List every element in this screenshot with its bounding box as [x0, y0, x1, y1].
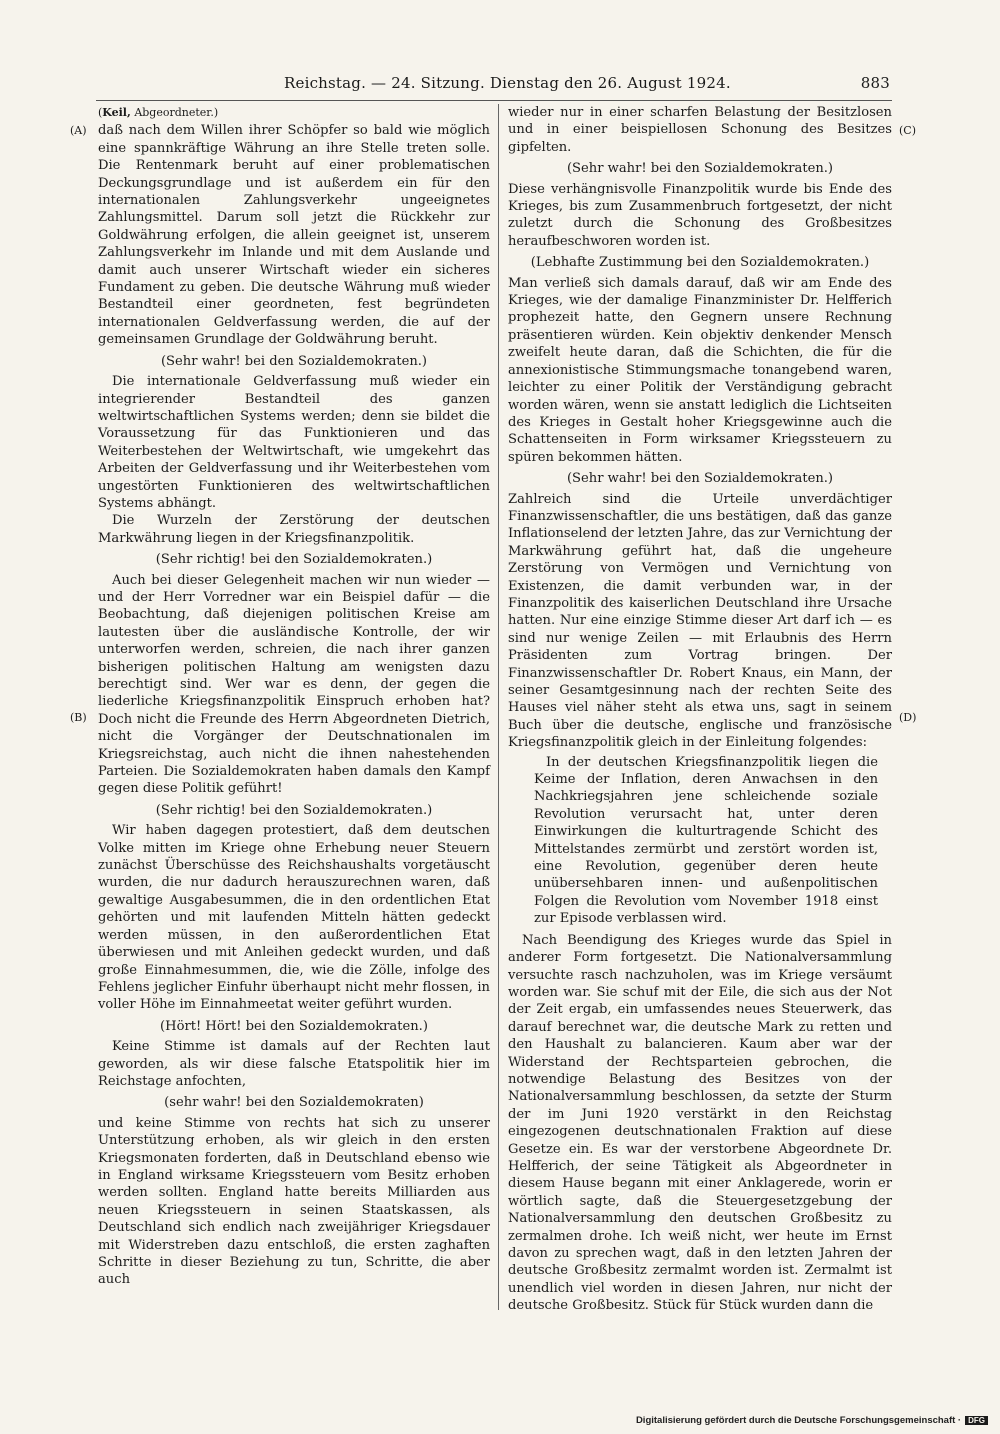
paragraph: Man verließ sich damals darauf, daß wir am Ende des Krieges, wie der damalige Finanzminister Dr. Helfferich prophezeit hatte, den Gegnern unsere Rechnung präsentieren würden. Kein objektiv denkender Mensch zweifelt heute daran, daß die Schichten, die für die annexionistische Stimmungsmache tonangebend waren, leichter zu einer Politik der Verständigung gebracht worden wären, wenn sie anstatt lediglich die Lichtseiten des Krieges in Gestalt hoher Kriegsgewinne auch die Schattenseiten in Form wirksamer Kriegssteuern zu spüren bekommen hätten. — [508, 275, 892, 465]
page-header — [96, 74, 892, 101]
column-divider — [498, 104, 499, 1310]
paragraph: Auch bei dieser Gelegenheit machen wir nun wieder — und der Herr Vorredner war ein Beispiel dafür — die Beobachtung, daß diejenigen politischen Kreise am lautesten über die ausländische Kontrolle, der wir unterworfen werden, schreien, die nach ihrer ganzen bisherigen politischen Haltung am wenigsten dazu berechtigt sind. Wer war es denn, der gegen die liederliche Kriegsfinanzpolitik Einspruch erhoben hat? Doch nicht die Freunde des Herrn Abgeordneten Dietrich, nicht die Vorgänger der Deutschnationalen im Kriegsreichstag, auch nicht die ihnen nahestehenden Parteien. Die Sozialdemokraten haben damals den Kampf gegen diese Politik geführt! — [98, 572, 490, 797]
speaker-open: ( — [98, 106, 103, 119]
margin-marker-b: (B) — [70, 711, 87, 724]
interjection: (Sehr wahr! bei den Sozialdemokraten.) — [160, 353, 428, 369]
paragraph: Nach Beendigung des Krieges wurde das Spiel in anderer Form fortgesetzt. Die Nationalversammlung versuchte rasch nachzuholen, was im Kriege versäumt worden war. Sie schuf mit der Eile, die sich aus der Not der Zeit ergab, ein umfassendes neues Steuerwerk, das darauf berechnet war, die deutsche Mark zu retten und den Haushalt zu balancieren. Kaum aber war der Widerstand der Rechtsparteien gebrochen, die notwendige Belastung des Besitzes von der Nationalversammlung beschlossen, da setzte der Sturm der im Juni 1920 verstärkt in den Reichstag eingezogenen deutschnationalen Fraktion auf diese Gesetze ein. Es war der verstorbene Abgeordnete Dr. Helfferich, der seine Tätigkeit als Abgeordneter in diesem Hause begann mit einer Anklagerede, worin er wörtlich sagte, daß die Steuergesetzgebung der Nationalversammlung den deutschen Großbesitz zu zermalmen drohe. Ich weiß nicht, wer heute im Ernst davon zu sprechen wagt, daß in den letzten Jahren der deutsche Großbesitz zermalmt worden ist. Zermalmt ist unendlich viel worden in diesen Jahren, nur nicht der deutsche Großbesitz. Stück für Stück wurden dann die — [508, 932, 892, 1314]
interjection: (Lebhafte Zustimmung bei den Sozialdemokraten.) — [530, 255, 870, 271]
dfg-logo: DFG — [965, 1416, 988, 1425]
paragraph: Keine Stimme ist damals auf der Rechten laut geworden, als wir diese falsche Etatspolitik hier im Reichstage anfochten, — [98, 1039, 490, 1089]
margin-marker-a: (A) — [70, 124, 87, 137]
speaker-role: Abgeordneter.) — [134, 106, 219, 119]
interjection: (Sehr richtig! bei den Sozialdemokraten.) — [155, 552, 433, 568]
interjection: (Sehr wahr! bei den Sozialdemokraten.) — [566, 161, 834, 177]
paragraph: daß nach dem Willen ihrer Schöpfer so bald wie möglich eine spannkräftige Währung an ihre Stelle treten solle. Die Rentenmark beruht auf einer problematischen Deckungsgrundlage und ist außerdem ein für den internationalen Zahlungsverkehr ungeeignetes Zahlungsmittel. Darum soll jetzt die Rückkehr zur Goldwährung erfolgen, die allein geeignet ist, unserem Zahlungsverkehr im Inlande und mit dem Auslande und damit auch unserer Wirtschaft wieder ein sicheres Fundament zu geben. Die deutsche Währung muß wieder Bestandteil einer geordneten, fest begründeten internationalen Geldverfassung werden, die auf der gemeinsamen Grundlage der Goldwährung beruht. — [98, 123, 490, 348]
page-number: 883 — [860, 74, 890, 92]
header-title: Reichstag. — 24. Sitzung. Dienstag den 26. August 1924. — [284, 74, 731, 92]
paragraph: Die internationale Geldverfassung muß wieder ein integrierender Bestandteil des ganzen weltwirtschaftlichen Systems werden; denn sie bildet die Voraussetzung für das Funktionieren und das Weiterbestehen der Weltwirtschaft, wie umgekehrt das Arbeiten der Geldverfassung und ihr Weiterbestehen vom ungestörten Funktionieren des weltwirtschaftlichen Systems abhängt. — [98, 374, 490, 511]
interjection: (sehr wahr! bei den Sozialdemokraten) — [164, 1095, 424, 1111]
paragraph: Die Wurzeln der Zerstörung der deutschen Markwährung liegen in der Kriegsfinanzpolitik. — [98, 513, 490, 546]
block-quote: In der deutschen Kriegsfinanzpolitik liegen die Keime der Inflation, deren Anwachsen in den Nachkriegsjahren jene schleichende soziale Revolution verursacht hat, unter deren Einwirkungen die kulturtragende Schicht des Mittelstandes zermürbt und zerstört worden ist, eine Revolution, gegenüber deren heute unübersehbaren innen- und außenpolitischen Folgen die Revolution vom November 1918 einst zur Episode verblassen wird. — [534, 754, 878, 927]
speaker-line — [98, 104, 490, 121]
margin-marker-d: (D) — [899, 711, 917, 724]
interjection: (Sehr wahr! bei den Sozialdemokraten.) — [566, 471, 834, 487]
speaker-name: Keil, — [102, 106, 131, 119]
interjection: (Sehr richtig! bei den Sozialdemokraten.) — [155, 802, 433, 818]
footer-text: Digitalisierung gefördert durch die Deutsche Forschungsgemeinschaft · — [635, 1415, 962, 1426]
paragraph: Wir haben dagegen protestiert, daß dem deutschen Volke mitten im Kriege ohne Erhebung neuer Steuern zunächst Überschüsse des Reichshaushalts vorgetäuscht wurden, die nur dadurch herauszurechnen waren, daß gewaltige Ausgabesummen, die in den ordentlichen Etat gehörten und mit laufenden Mitteln hätten gedeckt werden müssen, in den außerordentlichen Etat überwiesen und mit Anleihen gedeckt wurden, und daß große Einnahmesummen, die, wie die Zölle, infolge des Fehlens jeglicher Einfuhr überhaupt nicht mehr flossen, in voller Höhe im Einnahmeetat weiter geführt wurden. — [98, 823, 490, 1013]
paragraph: wieder nur in einer scharfen Belastung der Besitzlosen und in einer beispiellosen Schonung des Besitzes gipfelten. — [508, 105, 892, 155]
digitization-credit — [636, 1415, 988, 1426]
paragraph: und keine Stimme von rechts hat sich zu unserer Unterstützung erhoben, als wir gleich in den ersten Kriegsmonaten forderten, daß in Deutschland ebenso wie in England wirksame Kriegssteuern vom Besitz erhoben werden sollten. England hatte bereits Milliarden aus neuen Kriegssteuern in seinen Staatskassen, als Deutschland sich endlich nach zweijähriger Kriegsdauer mit Widerstreben dazu entschloß, die ersten zaghaften Schritte in dieser Beziehung zu tun, Schritte, die aber auch — [98, 1115, 490, 1288]
interjection: (Hört! Hört! bei den Sozialdemokraten.) — [160, 1018, 428, 1034]
paragraph: Diese verhängnisvolle Finanzpolitik wurde bis Ende des Krieges, bis zum Zusammenbruch fortgesetzt, der nicht zuletzt durch die Schonung des Großbesitzes heraufbeschworen worden ist. — [508, 181, 892, 249]
margin-marker-c: (C) — [899, 124, 916, 137]
right-column — [508, 104, 892, 1315]
left-column — [98, 104, 490, 1289]
paragraph: Zahlreich sind die Urteile unverdächtiger Finanzwissenschaftler, die uns bestätigen, daß das ganze Inflationselend der letzten Jahre, das zur Vernichtung der Markwährung geführt hat, daß die ungeheure Zerstörung von Vermögen und Vernichtung von Existenzen, die damit verbunden war, in der Finanzpolitik des kaiserlichen Deutschland ihre Ursache hatten. Nur eine einzige Stimme dieser Art darf ich — es sind nur wenige Zeilen — mit Erlaubnis des Herrn Präsidenten zum Vortrag bringen. Der Finanzwissenschaftler Dr. Robert Knaus, ein Mann, der seiner Gesamtgesinnung nach der rechten Seite des Hauses viel näher steht als etwa uns, sagt in seinem Buch über die deutsche, englische und französische Kriegsfinanzpolitik gleich in der Einleitung folgendes: — [508, 491, 892, 751]
